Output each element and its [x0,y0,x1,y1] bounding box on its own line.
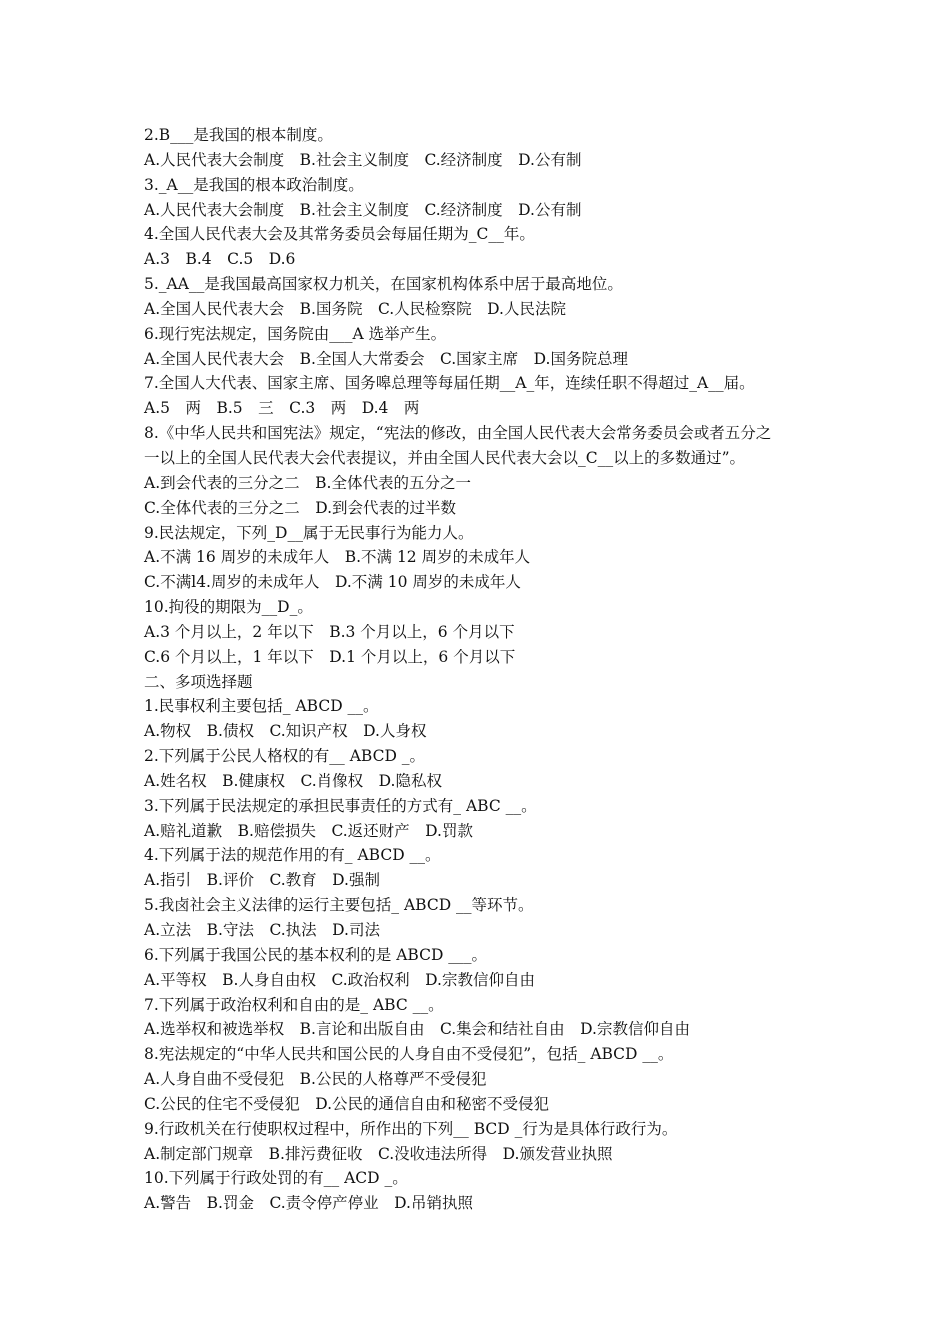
text-line: 1.民事权利主要包括_ ABCD __。 [144,697,379,716]
text-line: 8.《中华人民共和国宪法》规定，“宪法的修改，由全国人民代表大会常务委员会或者五分之 [144,424,772,443]
text-line: 9.行政机关在行使职权过程中，所作出的下列__ BCD _行为是具体行政行为。 [144,1119,678,1138]
text-line: 10.下列属于行政处罚的有__ ACD _。 [144,1169,408,1188]
document-page [144,123,824,1216]
section-heading: 二、多项选择题 [144,672,253,691]
text-line: 9.民法规定，下列_D__属于无民事行为能力人。 [144,523,474,542]
text-line: 5.我卤社会主义法律的运行主要包括_ ABCD __等环节。 [144,896,534,915]
text-line: A.平等权 B.人身自由权 C.政治权利 D.宗教信仰自由 [144,970,535,989]
text-line: 7.下列属于政治权利和自由的是_ ABC __。 [144,995,444,1014]
text-line: A.立法 B.守法 C.执法 D.司法 [144,921,380,939]
text-line: A.人身自曲不受侵犯 B.公民的人格尊严不受侵犯 [144,1070,487,1089]
text-line: 6.下列属于我国公民的基本权利的是 ABCD ___。 [144,945,488,964]
text-line: 5._AA__是我国最高国家权力机关，在国家机构体系中居于最高地位。 [144,275,623,294]
text-line: 3._A__是我国的根本政治制度。 [144,175,364,194]
text-line: A.制定部门规章 B.排污费征收 C.没收违法所得 D.颁发营业执照 [144,1144,613,1163]
text-line: A.3 个月以上，2 年以下 B.3 个月以上，6 个月以下 [144,622,515,641]
text-line: A.全国人民代表大会 B.全国人大常委会 C.国家主席 D.国务院总理 [144,349,628,368]
text-line: A.3 B.4 C.5 D.6 [144,250,296,269]
text-line: A.物权 B.债权 C.知识产权 D.人身权 [144,722,427,741]
text-line: A.警告 B.罚金 C.责令停产停业 D.吊销执照 [144,1194,473,1213]
text-line: C.不满l4.周岁的未成年人 D.不满 10 周岁的未成年人 [144,573,521,592]
text-line: A.不满 16 周岁的未成年人 B.不满 12 周岁的未成年人 [144,548,531,567]
text-line: 4.全国人民代表大会及其常务委员会每届任期为_C__年。 [144,225,535,244]
text-line: A.5 两 B.5 三 C.3 两 D.4 两 [144,399,420,418]
text-line: 一以上的全国人民代表大会代表提议，并由全国人民代表大会以_C__以上的多数通过”。 [144,448,746,467]
text-line: A.姓名权 B.健康权 C.肖像权 D.隐私权 [144,771,442,790]
text-line: A.全国人民代表大会 B.国务院 C.人民检察院 D.人民法院 [144,299,566,318]
text-line: 7.全国人大代表、国家主席、国务嗥总理等每届任期__A_年，连续任职不得超过_A__届。 [144,374,755,393]
text-line: 10.拘役的期限为__D_。 [144,598,313,617]
text-line: A.赔礼道歉 B.赔偿损失 C.返还财产 D.罚款 [144,821,473,840]
text-line: C.全体代表的三分之二 D.到会代表的过半数 [144,498,457,517]
text-line: 2.B___是我国的根本制度。 [144,126,333,144]
text-line: 6.现行宪法规定，国务院由___A 选举产生。 [144,324,447,343]
text-line: 3.下列属于民法规定的承担民事责任的方式有_ ABC __。 [144,796,537,815]
text-line: 2.下列属于公民人格权的有__ ABCD _。 [144,747,426,766]
text-line: C.6 个月以上，1 年以下 D.1 个月以上，6 个月以下 [144,647,516,666]
text-line: C.公民的住宅不受侵犯 D.公民的通信自由和秘密不受侵犯 [144,1094,550,1113]
text-line: A.人民代表大会制度 B.社会主义制度 C.经济制度 D.公有制 [144,200,582,219]
text-line: 4.下列属于法的规范作用的有_ ABCD __。 [144,846,441,865]
text-line: A.人民代表大会制度 B.社会主义制度 C.经济制度 D.公有制 [144,150,582,169]
text-line: 8.宪法规定的“中华人民共和国公民的人身自由不受侵犯”，包括_ ABCD __。 [144,1045,674,1064]
text-line: A.指引 B.评价 C.教育 D.强制 [144,871,380,890]
text-line: A.到会代表的三分之二 B.全体代表的五分之一 [144,473,471,492]
text-line: A.选举权和被选举权 B.言论和出版自由 C.集会和结社自由 D.宗教信仰自由 [144,1020,690,1039]
